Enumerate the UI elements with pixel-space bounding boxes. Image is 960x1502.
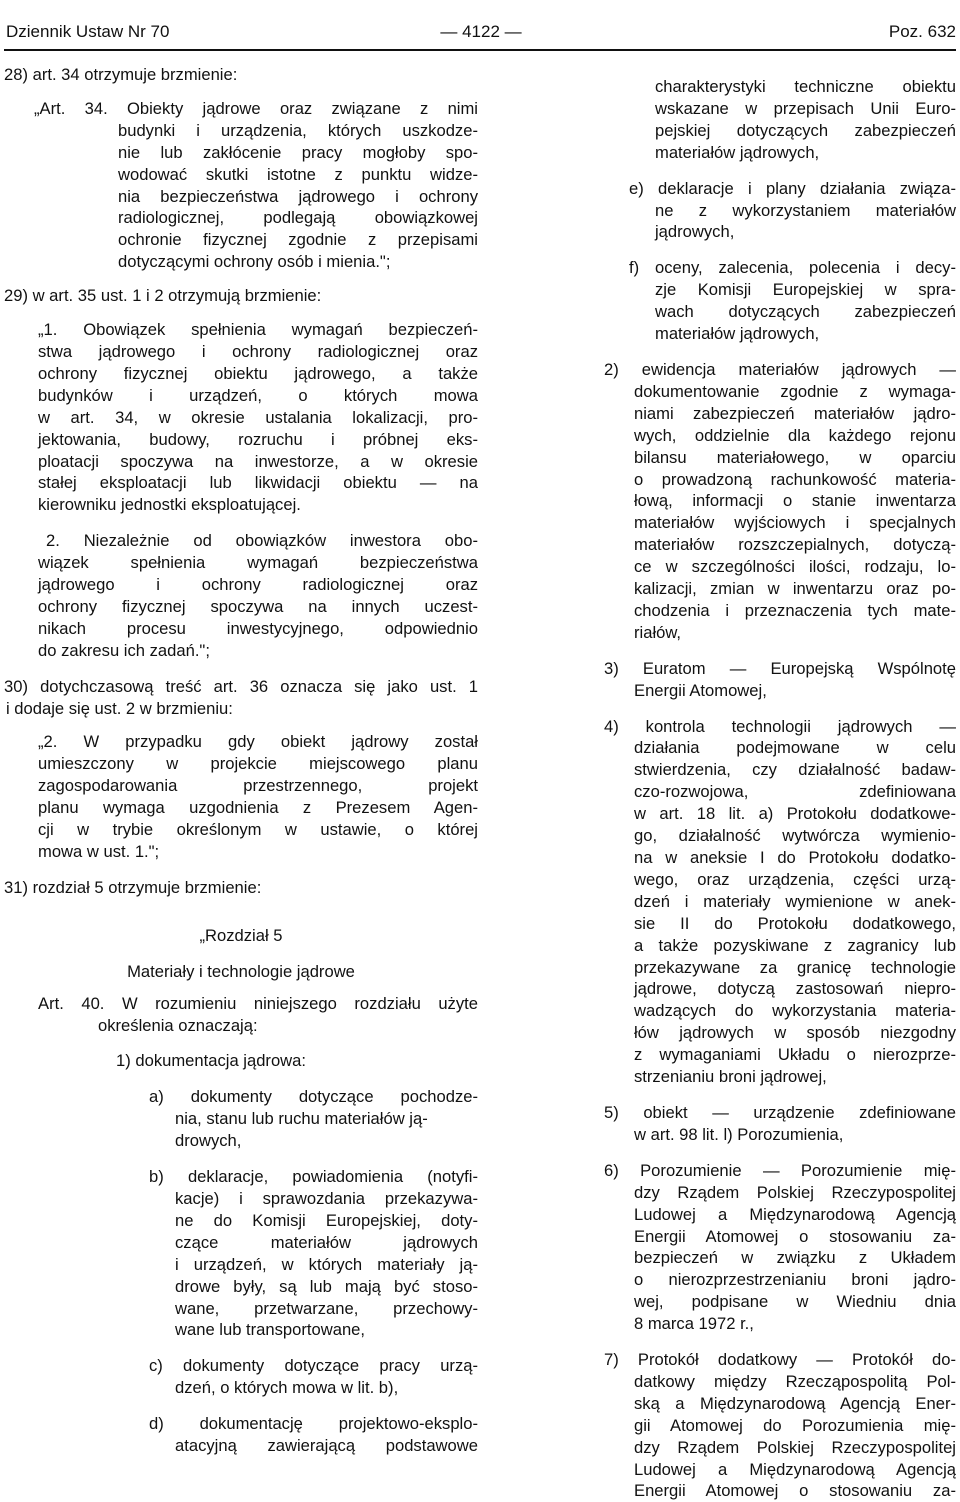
page-number: — 4122 — — [440, 22, 522, 41]
art-40: Art. 40. W rozumieniu niniejszego rozdziału użyte określenia oznaczają: — [38, 993, 478, 1035]
definition-4: 4) kontrola technologii jądrowych — działania podejmowane w celu stwierdzenia, czy działalność badaw- czo-rozwojowa, zdefiniowana w art. 18 lit. a) Protokołu dodatkowe- go, działalność wytwórcza wymienio- na w aneksie I do Protokołu dodatko- wego, oraz urządzenia, części urzą- dzeń i materiały wymienione w anek- sie II do Protokołu dodatkowego, a także pozyskiwane z zagranicy lub przekazywane za granicę technologie jądrowe, dotyczą zastosowań niepro- wadzących do wykorzystania materia- łów jądrowych w sposób niezgodny z wymaganiami Układu o nierozprze- strzenianiu broni jądrowej, — [604, 716, 956, 1087]
right-column — [500, 76, 956, 1502]
position-number: Poz. 632 — [888, 22, 956, 41]
definition-6: 6) Porozumienie — Porozumienie mię- dzy Rządem Polskiej Rzeczypospolitej Ludowej a Międzynarodową Agencją Energii Atomowej o stosowaniu za- bezpieczeń w związku z Układem o nierozprzestrzenianiu broni jądro- wej, podpisane w Wiedniu dnia 8 marca 1972 r., — [604, 1160, 956, 1334]
page-header — [6, 22, 956, 48]
art-36-ust-2: „2. W przypadku gdy obiekt jądrowy został umieszczony w projekcie miejscowego planu zagospodarowania przestrzennego, projekt planu wymaga uzgodnienia z Prezesem Agen- cji w trybie określonym w ustawie, o której mowa w ust. 1."; — [38, 732, 478, 861]
journal-title: Dziennik Ustaw Nr 70 — [6, 22, 170, 41]
chapter-number: „Rozdział 5 — [199, 925, 283, 945]
art-34-text: „Art. 34. Obiekty jądrowe oraz związane z nimi budynki i urządzenia, których uszkodze- nie lub zakłócenie pracy mogłoby spo- wodować skutki istotne z punktu widze- nia bezpieczeństwa jądrowego i ochrony radiologicznej, podlegają obowiązkowej ochronie fizycznej zgodnie z przepisami dotyczącymi ochrony osób i mienia."; — [34, 98, 478, 272]
definition-1b: b) deklaracje, powiadomienia (notyfi- kacje) i sprawozdania przekazywa- ne do Komisji Europejskiej, doty- czące materiałów jądrowych i urządzeń, w których materiały ją- drowe były, są lub mają być stoso- wane, przetwarzane, przechowy- wane lub transportowane, — [149, 1167, 478, 1340]
definition-1d: d) dokumentację projektowo-eksplo- atacyjną zawierającą podstawowe — [149, 1414, 478, 1456]
definition-2: 2) ewidencja materiałów jądrowych — dokumentowanie zgodnie z wymaga- niami zabezpieczeń materiałów jądro- wych, oddzielnie dla każdego rejonu bilansu materiałowego, w oparciu o prowadzoną rachunkowość materia- łową, informacji o stanie inwentarza materiałów wyjściowych i specjalnych materiałów rozszczepialnych, dotyczą- ce w szczególności ilości, rodzaju, lo- kalizacji, zmian w inwentarzu oraz po- chodzenia i przeznaczenia tych mate- riałów, — [604, 359, 956, 642]
definition-3: 3) Euratom — Europejską Wspólnotę Energii Atomowej, — [604, 658, 956, 700]
definition-1: 1) dokumentacja jądrowa: — [116, 1051, 307, 1071]
item-29: 29) w art. 35 ust. 1 i 2 otrzymują brzmienie: — [4, 286, 322, 306]
definition-1c: c) dokumenty dotyczące pracy urzą- dzeń, o których mowa w lit. b), — [149, 1356, 478, 1398]
art-35-ust-2: 2. Niezależnie od obowiązków inwestora obo- wiązek spełnienia wymagań bezpieczeństwa jądrowego i ochrony radiologicznej oraz ochrony fizycznej spoczywa na innych uczest- nikach procesu inwestycyjnego, odpowiednio do zakresu ich zadań."; — [38, 531, 478, 660]
art-35-ust-1: „1. Obowiązek spełnienia wymagań bezpieczeń- stwa jądrowego i ochrony radiologicznej oraz ochrony fizycznej obiektu jądrowego, a także budynków i urządzeń, o których mowa w art. 34, w okresie ustalania lokalizacji, pro- jektowania, budowy, rozruchu i próbnej eks- ploatacji spoczywa na inwestorze, a w okresie stałej eksploatacji lub likwidacji obiektu — na kierowniku jednostki eksploatującej. — [38, 320, 478, 515]
definition-1a: a) dokumenty dotyczące pochodze- nia, stanu lub ruchu materiałów ją- drowych, — [149, 1087, 478, 1151]
definition-1f: f) oceny, zalecenia, polecenia i decy- zje Komisji Europejskiej w spra- wach dotyczących zabezpieczeń materiałów jądrowych, — [629, 258, 956, 344]
item-30: 30) dotychczasową treść art. 36 oznacza się jako ust. 1 i dodaje się ust. 2 w brzmieniu: — [4, 676, 478, 718]
header-rule — [4, 49, 956, 51]
left-column — [4, 64, 478, 1457]
chapter-title: Materiały i technologie jądrowe — [127, 961, 355, 981]
item-28: 28) art. 34 otrzymuje brzmienie: — [4, 65, 238, 84]
definition-1d-cont: charakterystyki techniczne obiektu wskazane w przepisach Unii Euro- pejskiej dotyczących zabezpieczeń materiałów jądrowych, — [655, 77, 956, 162]
definition-5: 5) obiekt — urządzenie zdefiniowane w art. 98 lit. l) Porozumienia, — [604, 1102, 956, 1144]
item-31: 31) rozdział 5 otrzymuje brzmienie: — [4, 877, 262, 897]
definition-7: 7) Protokół dodatkowy — Protokół do- datkowy między Rzecząpospolitą Pol- ską a Międzynarodową Agencją Ener- gii Atomowej do Porozumienia mię- dzy Rządem Polskiej Rzeczypospolitej Ludowej a Międzynarodową Agencją Energii Atomowej o stosowaniu za- — [604, 1350, 956, 1501]
definition-1e: e) deklaracje i plany działania związa- ne z wykorzystaniem materiałów jądrowych, — [629, 178, 956, 242]
